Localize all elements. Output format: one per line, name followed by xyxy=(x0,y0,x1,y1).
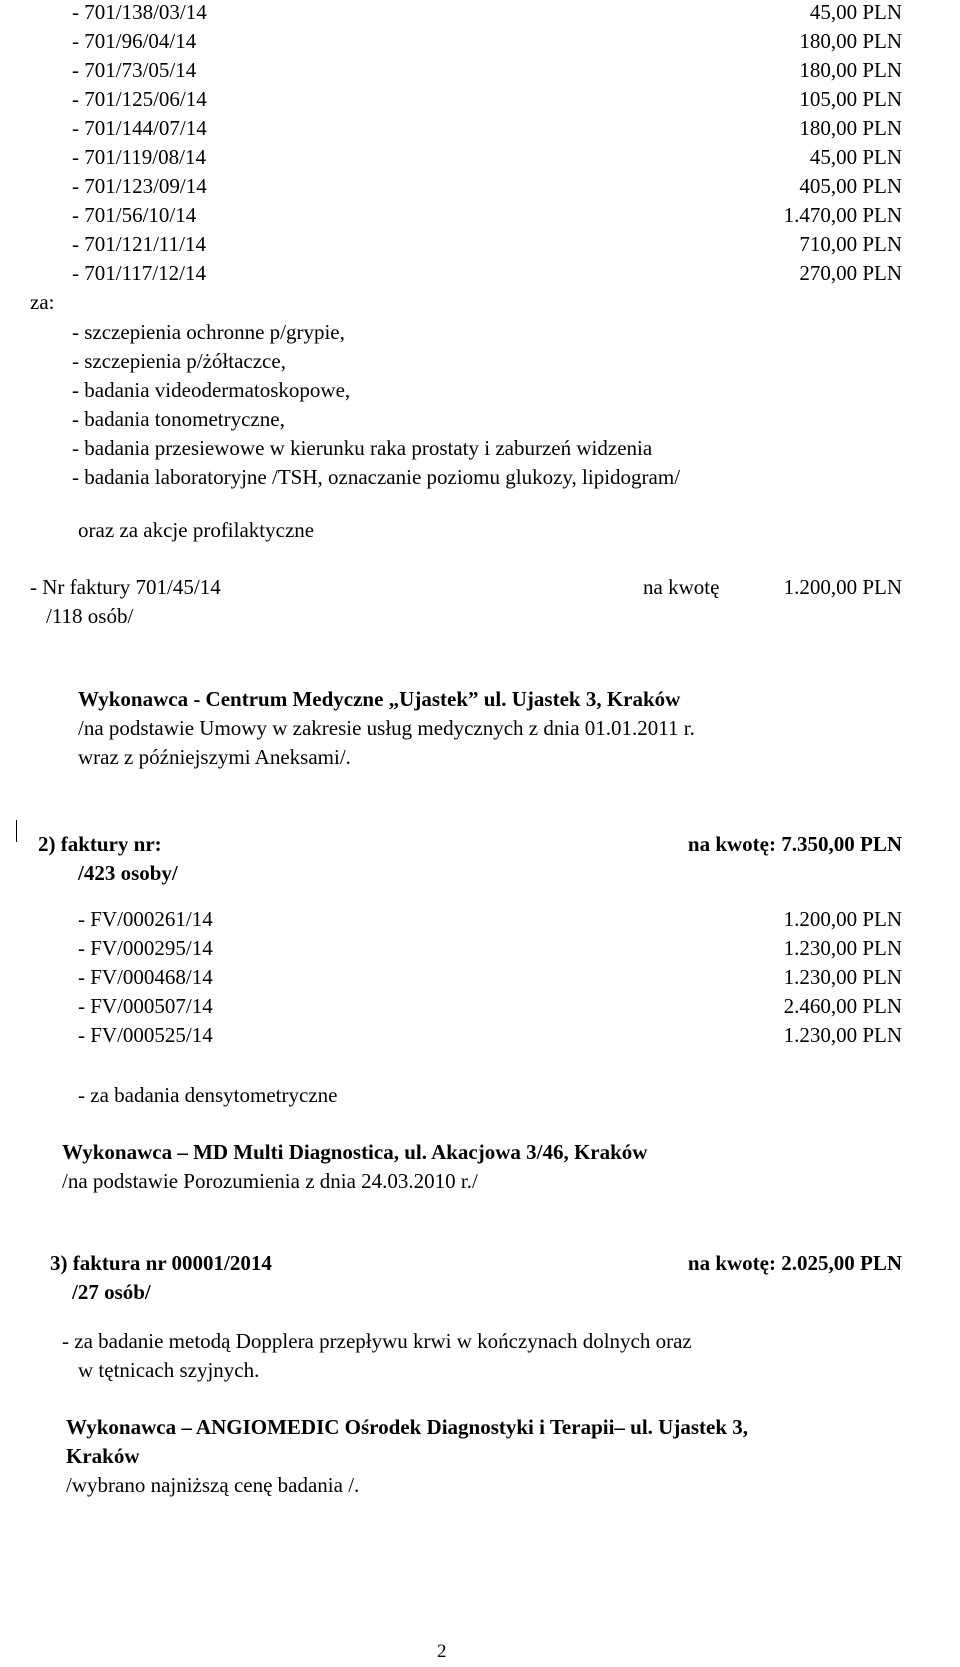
invoice-amount: 1.200,00 PLN xyxy=(783,907,902,931)
invoice-number: - 701/123/09/14 xyxy=(72,174,207,198)
invoice-number: - 701/73/05/14 xyxy=(72,58,197,82)
invoice-amount: 45,00 PLN xyxy=(809,145,902,169)
contractor-1-name: Wykonawca - Centrum Medyczne „Ujastek” ul. Ujastek 3, Kraków xyxy=(78,687,681,711)
invoice-amount: 1.470,00 PLN xyxy=(783,203,902,227)
service-item: - badania videodermatoskopowe, xyxy=(72,378,351,402)
invoice-amount: 1.230,00 PLN xyxy=(783,936,902,960)
section-2-persons: /423 osoby/ xyxy=(78,861,178,885)
page-number: 2 xyxy=(437,1641,447,1662)
invoice-amount: 2.460,00 PLN xyxy=(783,994,902,1018)
invoice-number: - 701/56/10/14 xyxy=(72,203,197,227)
invoice-number: - FV/000507/14 xyxy=(78,994,213,1018)
invoice-number: - 701/138/03/14 xyxy=(72,0,207,24)
invoice-number: - FV/000295/14 xyxy=(78,936,213,960)
section-3-service-line-2: w tętnicach szyjnych. xyxy=(78,1358,260,1382)
invoice-number: - 701/119/08/14 xyxy=(72,145,206,169)
invoice-45-amount-label: na kwotę xyxy=(643,575,720,599)
section-2-basis: /na podstawie Porozumienia z dnia 24.03.2010 r./ xyxy=(62,1169,478,1193)
section-3-contractor-line-2: Kraków xyxy=(66,1444,140,1468)
section-3-service-line-1: - za badanie metodą Dopplera przepływu krwi w kończynach dolnych oraz xyxy=(62,1329,692,1353)
invoice-number: - 701/117/12/14 xyxy=(72,261,206,285)
section-3-title: 3) faktura nr 00001/2014 xyxy=(50,1251,272,1275)
invoice-number: - 701/96/04/14 xyxy=(72,29,197,53)
invoice-amount: 45,00 PLN xyxy=(809,0,902,24)
invoice-number: - 701/125/06/14 xyxy=(72,87,207,111)
section-2-service: - za badania densytometryczne xyxy=(78,1083,338,1107)
invoice-amount: 180,00 PLN xyxy=(799,116,902,140)
section-3-persons: /27 osób/ xyxy=(72,1280,151,1304)
section-2-title: 2) faktury nr: xyxy=(38,832,162,856)
invoice-amount: 405,00 PLN xyxy=(799,174,902,198)
service-item: - badania tonometryczne, xyxy=(72,407,285,431)
invoice-number: - FV/000525/14 xyxy=(78,1023,213,1047)
invoice-number: - 701/144/07/14 xyxy=(72,116,207,140)
service-item: - szczepienia p/żółtaczce, xyxy=(72,349,286,373)
section-3-contractor-line-1: Wykonawca – ANGIOMEDIC Ośrodek Diagnostyki i Terapii– ul. Ujastek 3, xyxy=(66,1415,749,1439)
invoice-amount: 180,00 PLN xyxy=(799,29,902,53)
invoice-amount: 180,00 PLN xyxy=(799,58,902,82)
section-2-contractor: Wykonawca – MD Multi Diagnostica, ul. Akacjowa 3/46, Kraków xyxy=(62,1140,648,1164)
service-item: - badania laboratoryjne /TSH, oznaczanie poziomu glukozy, lipidogram/ xyxy=(72,465,681,489)
prophylactic-text: oraz za akcje profilaktyczne xyxy=(78,518,315,542)
invoice-amount: 105,00 PLN xyxy=(799,87,902,111)
invoice-amount: 1.230,00 PLN xyxy=(783,1023,902,1047)
invoice-amount: 1.230,00 PLN xyxy=(783,965,902,989)
section-2-amount: na kwotę: 7.350,00 PLN xyxy=(687,832,902,856)
invoice-45-persons: /118 osób/ xyxy=(46,604,134,628)
invoice-amount: 270,00 PLN xyxy=(799,261,902,285)
section-3-amount: na kwotę: 2.025,00 PLN xyxy=(687,1251,902,1275)
invoice-number: - FV/000261/14 xyxy=(78,907,213,931)
invoice-45-amount: 1.200,00 PLN xyxy=(783,575,902,599)
text-cursor-mark xyxy=(16,820,17,842)
contractor-1-annexes: wraz z późniejszymi Aneksami/. xyxy=(78,745,351,769)
invoice-45-label: - Nr faktury 701/45/14 xyxy=(30,575,221,599)
service-item: - badania przesiewowe w kierunku raka prostaty i zaburzeń widzenia xyxy=(72,436,653,460)
service-item: - szczepienia ochronne p/grypie, xyxy=(72,320,345,344)
za-label: za: xyxy=(30,290,55,314)
contractor-1-basis: /na podstawie Umowy w zakresie usług medycznych z dnia 01.01.2011 r. xyxy=(78,716,695,740)
section-3-note: /wybrano najniższą cenę badania /. xyxy=(66,1473,360,1497)
invoice-amount: 710,00 PLN xyxy=(799,232,902,256)
invoice-number: - 701/121/11/14 xyxy=(72,232,206,256)
invoice-number: - FV/000468/14 xyxy=(78,965,213,989)
